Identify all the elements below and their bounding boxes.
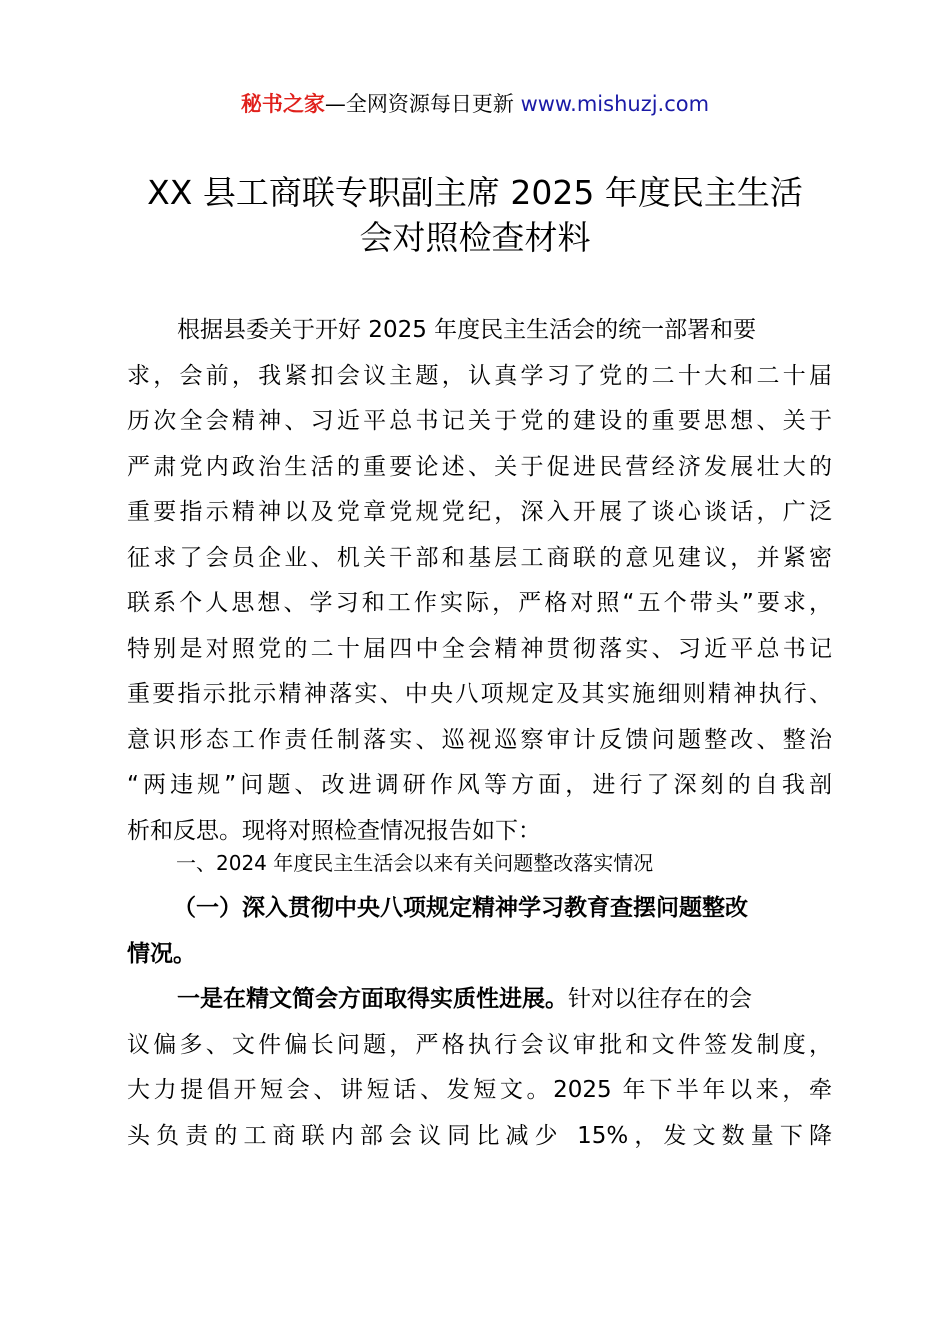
subsection-heading-1 <box>127 886 832 977</box>
subsection-heading-line-1: （一）深入贯彻中央八项规定精神学习教育查摆问题整改 <box>173 895 748 921</box>
point-1-line: 议偏多、文件偏长问题，严格执行会议审批和文件签发制度， <box>127 1031 832 1058</box>
intro-line: 联系个人思想、学习和工作实际，严格对照“五个带头”要求， <box>127 590 832 616</box>
site-url-link[interactable]: www.mishuzj.com <box>520 92 710 116</box>
intro-line: 根据县委关于开好 2025 年度民主生活会的统一部署和要 <box>177 317 757 343</box>
title-line-2: 会对照检查材料 <box>359 218 591 257</box>
intro-line: 析和反思。现将对照检查情况报告如下： <box>127 817 541 844</box>
subsection-heading-line-2: 情况。 <box>127 940 196 967</box>
site-brand: 秘书之家 <box>240 92 325 116</box>
intro-line: 历次全会精神、习近平总书记关于党的建设的重要思想、关于 <box>127 408 832 434</box>
intro-line: 重要指示批示精神落实、中央八项规定及其实施细则精神执行、 <box>127 681 832 707</box>
point-1-line: 大力提倡开短会、讲短话、发短文。2025 年下半年以来，牵 <box>127 1077 832 1103</box>
point-1-lead: 一是在精文简会方面取得实质性进展。 <box>177 986 568 1012</box>
intro-line: 严肃党内政治生活的重要论述、关于促进民营经济发展壮大的 <box>127 453 832 480</box>
section-heading-1: 一、2024 年度民主生活会以来有关问题整改落实情况 <box>176 851 654 875</box>
site-header <box>0 88 950 120</box>
site-tagline: —全网资源每日更新 <box>324 92 521 116</box>
point-1-first-line <box>127 977 832 1023</box>
intro-paragraph <box>127 308 832 854</box>
intro-line: 征求了会员企业、机关干部和基层工商联的意见建议，并紧密 <box>127 544 832 571</box>
document-title <box>100 170 850 260</box>
point-1-line: 头负责的工商联内部会议同比减少 15%，发文数量下降 <box>127 1122 832 1149</box>
point-1-first-line-rest: 针对以往存在的会 <box>568 986 752 1012</box>
intro-line: “两违规”问题、改进调研作风等方面，进行了深刻的自我剖 <box>127 772 832 798</box>
intro-line: 意识形态工作责任制落实、巡视巡察审计反馈问题整改、整治 <box>127 726 832 753</box>
title-line-1: XX 县工商联专职副主席 2025 年度民主生活 <box>147 173 803 212</box>
intro-line: 求，会前，我紧扣会议主题，认真学习了党的二十大和二十届 <box>127 362 832 389</box>
point-1-paragraph <box>127 977 832 1159</box>
intro-line: 重要指示精神以及党章党规党纪，深入开展了谈心谈话，广泛 <box>127 499 832 525</box>
intro-line: 特别是对照党的二十届四中全会精神贯彻落实、习近平总书记 <box>127 635 832 662</box>
